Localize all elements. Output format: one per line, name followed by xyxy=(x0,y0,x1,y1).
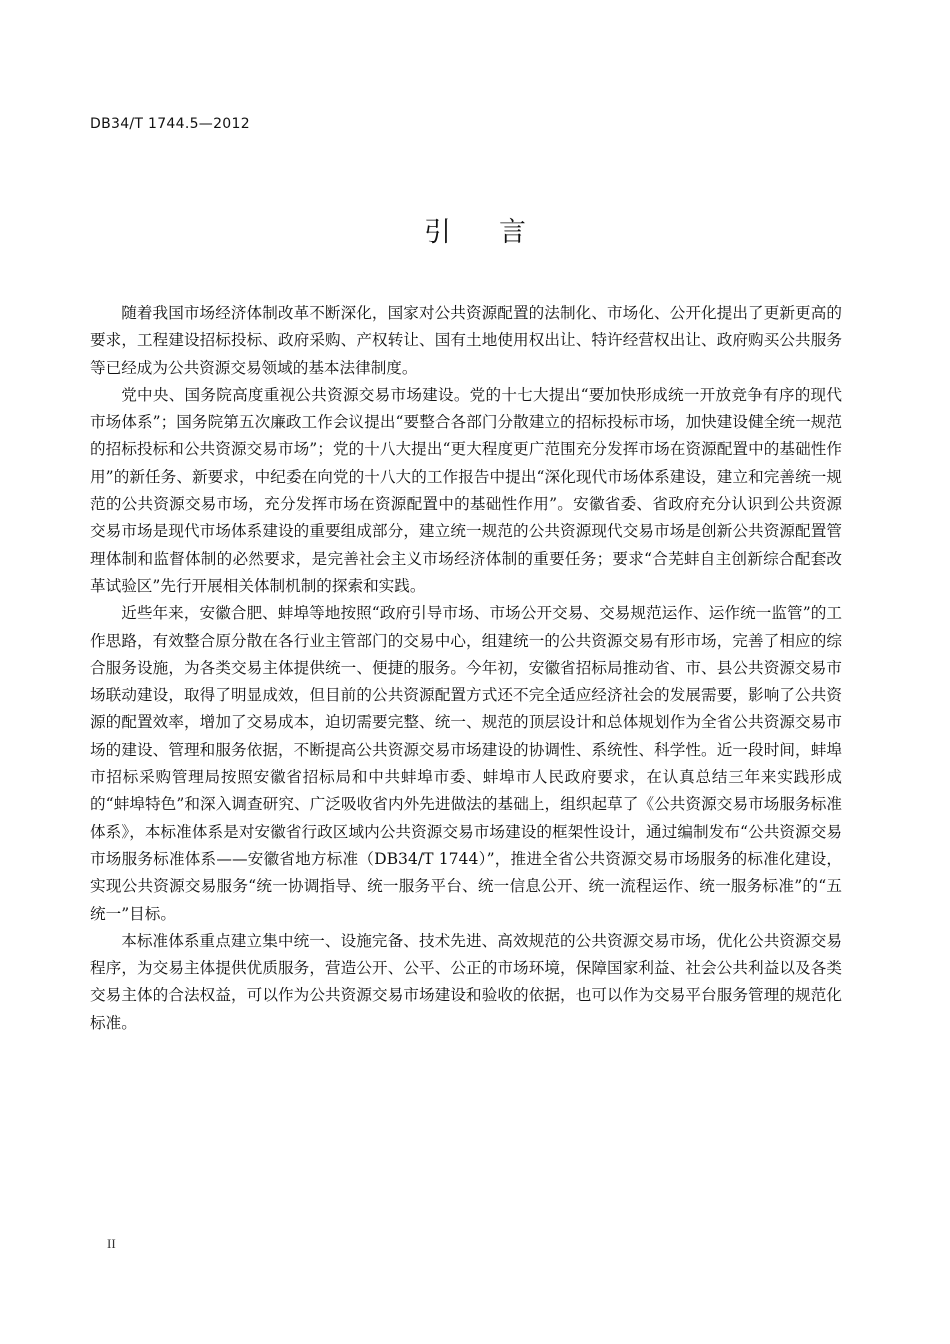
paragraph-1: 随着我国市场经济体制改革不断深化，国家对公共资源配置的法制化、市场化、公开化提出了更新更高的要求，工程建设招标投标、政府采购、产权转让、国有土地使用权出让、特许经营权出让、政府购买公共服务等已经成为公共资源交易领域的基本法律制度。 xyxy=(90,304,842,377)
document-code: DB34/T 1744.5—2012 xyxy=(90,116,250,132)
page-number: II xyxy=(107,1236,116,1251)
paragraph-4: 本标准体系重点建立集中统一、设施完备、技术先进、高效规范的公共资源交易市场，优化公共资源交易程序，为交易主体提供优质服务，营造公开、公平、公正的市场环境，保障国家利益、社会公共利益以及各类交易主体的合法权益，可以作为公共资源交易市场建设和验收的依据，也可以作为交易平台服务管理的规范化标准。 xyxy=(90,931,842,1032)
paragraph-2: 党中央、国务院高度重视公共资源交易市场建设。党的十七大提出“要加快形成统一开放竞争有序的现代市场体系”；国务院第五次廉政工作会议提出“要整合各部门分散建立的招标投标市场，加快建设健全统一规范的招标投标和公共资源交易市场”；党的十八大提出“更大程度更广范围充分发挥市场在资源配置中的基础性作用”的新任务、新要求，中纪委在向党的十八大的工作报告中提出“深化现代市场体系建设，建立和完善统一规范的公共资源交易市场，充分发挥市场在资源配置中的基础性作用”。安徽省委、省政府充分认识到公共资源交易市场是现代市场体系建设的重要组成部分，建立统一规范的公共资源现代交易市场是创新公共资源配置管理体制和监督体制的必然要求，是完善社会主义市场经济体制的重要任务；要求“合芜蚌自主创新综合配套改革试验区”先行开展相关体制机制的探索和实践。 xyxy=(90,385,842,595)
page-title: 引言 xyxy=(424,217,574,248)
paragraph-3: 近些年来，安徽合肥、蚌埠等地按照“政府引导市场、市场公开交易、交易规范运作、运作统一监管”的工作思路，有效整合原分散在各行业主管部门的交易中心，组建统一的公共资源交易有形市场，完善了相应的综合服务设施，为各类交易主体提供统一、便捷的服务。今年初，安徽省招标局推动省、市、县公共资源交易市场联动建设，取得了明显成效，但目前的公共资源配置方式还不完全适应经济社会的发展需要，影响了公共资源的配置效率，增加了交易成本，迫切需要完整、统一、规范的顶层设计和总体规划作为全省公共资源交易市场的建设、管理和服务依据，不断提高公共资源交易市场建设的协调性、系统性、科学性。近一段时间，蚌埠市招标采购管理局按照安徽省招标局和中共蚌埠市委、蚌埠市人民政府要求，在认真总结三年来实践形成的“蚌埠特色”和深入调查研究、广泛吸收省内外先进做法的基础上，组织起草了《公共资源交易市场服务标准体系》，本标准体系是对安徽省行政区域内公共资源交易市场建设的框架性设计，通过编制发布“公共资源交易市场服务标准体系——安徽省地方标准（DB34/T 1744）”，推进全省公共资源交易市场服务的标准化建设，实现公共资源交易服务“统一协调指导、统一服务平台、统一信息公开、统一流程运作、统一服务标准”的“五统一”目标。 xyxy=(90,604,842,923)
body-text xyxy=(90,300,842,1037)
